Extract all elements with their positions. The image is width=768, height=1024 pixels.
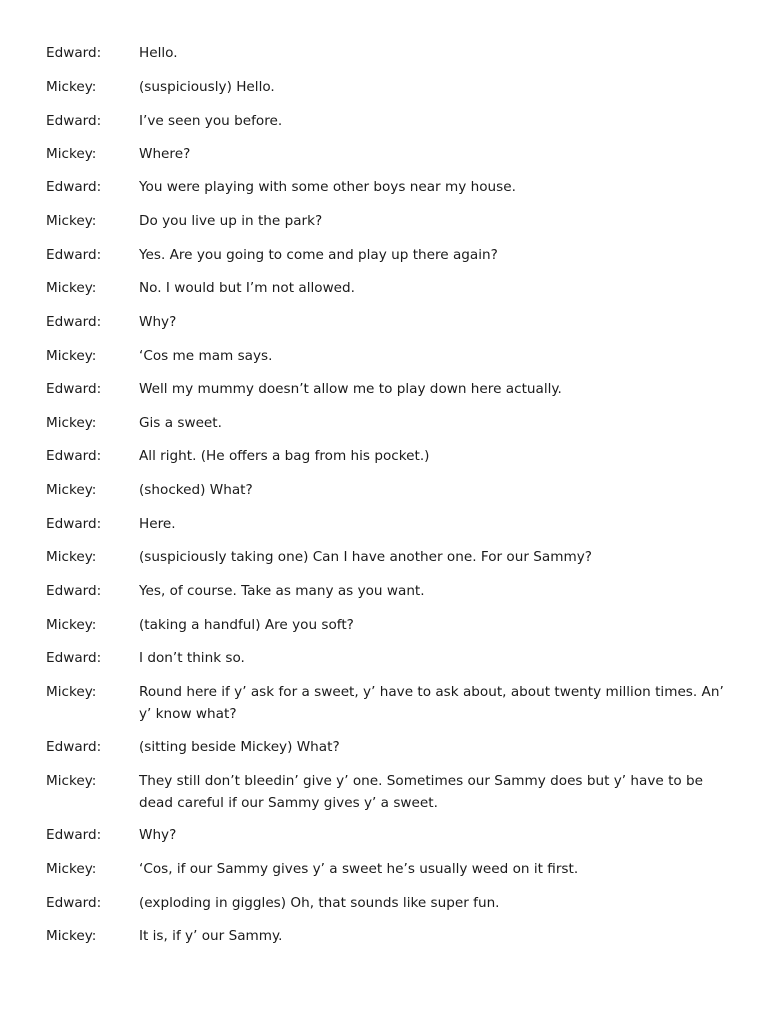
- speaker-name: Mickey:: [46, 213, 97, 229]
- dialogue-text: Here.: [139, 516, 176, 532]
- speaker-name: Edward:: [46, 516, 102, 532]
- speaker-name: Edward:: [46, 381, 102, 397]
- dialogue-text: (suspiciously) Hello.: [139, 79, 275, 95]
- dialogue-text: Do you live up in the park?: [139, 213, 323, 229]
- speaker-name: Mickey:: [46, 79, 97, 95]
- dialogue-text: Yes. Are you going to come and play up there again?: [139, 247, 498, 263]
- dialogue-text: No. I would but I’m not allowed.: [139, 280, 355, 296]
- dialogue-text: Well my mummy doesn’t allow me to play down here actually.: [139, 381, 562, 397]
- speaker-name: Mickey:: [46, 773, 97, 789]
- speaker-name: Edward:: [46, 448, 102, 464]
- dialogue-text: Gis a sweet.: [139, 415, 222, 431]
- dialogue-text: You were playing with some other boys near my house.: [139, 179, 516, 195]
- dialogue-text: (taking a handful) Are you soft?: [139, 617, 354, 633]
- speaker-name: Edward:: [46, 827, 102, 843]
- speaker-name: Mickey:: [46, 549, 97, 565]
- dialogue-text: (exploding in giggles) Oh, that sounds like super fun.: [139, 895, 500, 911]
- speaker-name: Mickey:: [46, 928, 97, 944]
- speaker-name: Edward:: [46, 113, 102, 129]
- speaker-name: Mickey:: [46, 348, 97, 364]
- speaker-name: Edward:: [46, 650, 102, 666]
- speaker-name: Mickey:: [46, 684, 97, 700]
- speaker-name: Edward:: [46, 45, 102, 61]
- speaker-name: Edward:: [46, 247, 102, 263]
- dialogue-text: (shocked) What?: [139, 482, 253, 498]
- speaker-name: Edward:: [46, 739, 102, 755]
- speaker-name: Mickey:: [46, 482, 97, 498]
- speaker-name: Edward:: [46, 314, 102, 330]
- dialogue-text: All right. (He offers a bag from his pocket.): [139, 448, 430, 464]
- dialogue-text: They still don’t bleedin’ give y’ one. Sometimes our Sammy does but y’ have to be dead careful if our Sammy gives y’ a sweet.: [139, 773, 704, 811]
- dialogue-text: Why?: [139, 314, 177, 330]
- speaker-name: Edward:: [46, 179, 102, 195]
- speaker-name: Mickey:: [46, 146, 97, 162]
- speaker-name: Mickey:: [46, 617, 97, 633]
- dialogue-text: ‘Cos me mam says.: [139, 348, 273, 364]
- dialogue-text: It is, if y’ our Sammy.: [139, 928, 283, 944]
- dialogue-text: Hello.: [139, 45, 178, 61]
- speaker-name: Edward:: [46, 895, 102, 911]
- dialogue-text: I don’t think so.: [139, 650, 245, 666]
- dialogue-text: ‘Cos, if our Sammy gives y’ a sweet he’s usually weed on it first.: [139, 861, 579, 877]
- dialogue-text: I’ve seen you before.: [139, 113, 283, 129]
- dialogue-text: Round here if y’ ask for a sweet, y’ have to ask about, about twenty million times. An’ y’ know what?: [139, 684, 724, 722]
- speaker-name: Mickey:: [46, 415, 97, 431]
- dialogue-text: Why?: [139, 827, 177, 843]
- speaker-name: Mickey:: [46, 861, 97, 877]
- dialogue-text: (sitting beside Mickey) What?: [139, 739, 340, 755]
- speaker-name: Mickey:: [46, 280, 97, 296]
- speaker-name: Edward:: [46, 583, 102, 599]
- dialogue-text: Where?: [139, 146, 191, 162]
- dialogue-text: (suspiciously taking one) Can I have another one. For our Sammy?: [139, 549, 592, 565]
- dialogue-text: Yes, of course. Take as many as you want.: [139, 583, 425, 599]
